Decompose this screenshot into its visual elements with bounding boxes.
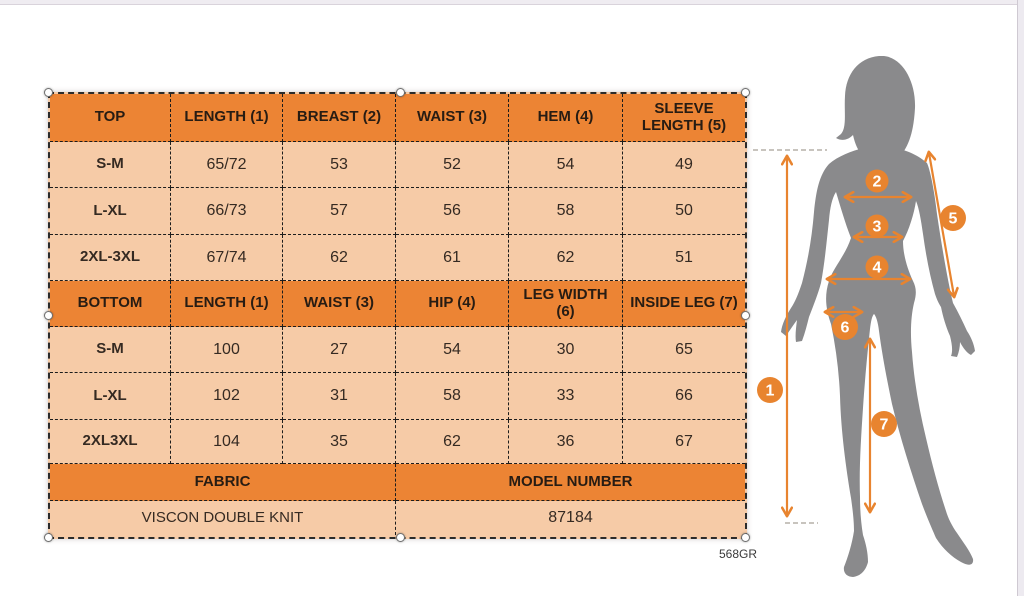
size-label: S-M (50, 142, 171, 188)
value-cell: 30 (509, 327, 623, 373)
header-length: LENGTH (1) (171, 94, 283, 142)
size-label: L-XL (50, 373, 171, 420)
value-cell: 102 (171, 373, 283, 420)
table-row (50, 373, 745, 420)
value-cell: 67/74 (171, 235, 283, 281)
size-label: 2XL3XL (50, 420, 171, 464)
value-cell: 65 (623, 327, 745, 373)
value-cell: 51 (623, 235, 745, 281)
value-cell: 62 (509, 235, 623, 281)
size-label: S-M (50, 327, 171, 373)
badge-2: 2 (872, 173, 882, 191)
badge-5: 5 (948, 210, 958, 228)
header-sleeve-length: SLEEVE LENGTH (5) (623, 94, 745, 142)
header-top: TOP (50, 94, 171, 142)
value-cell: 50 (623, 188, 745, 235)
header-hem: HEM (4) (509, 94, 623, 142)
value-cell: 104 (171, 420, 283, 464)
header-breast: BREAST (2) (283, 94, 396, 142)
badge-3: 3 (872, 218, 882, 236)
header-waist: WAIST (3) (396, 94, 509, 142)
value-cell: 61 (396, 235, 509, 281)
value-cell: 54 (396, 327, 509, 373)
value-cell: 35 (283, 420, 396, 464)
value-cell: 52 (396, 142, 509, 188)
value-cell: 49 (623, 142, 745, 188)
header-bottom: BOTTOM (50, 281, 171, 327)
header-fabric: FABRIC (50, 464, 396, 501)
header-leg-width: LEG WIDTH (6) (509, 281, 623, 327)
table-row (50, 464, 745, 501)
badge-4: 4 (872, 259, 882, 277)
badge-6: 6 (840, 319, 850, 337)
value-cell: 36 (509, 420, 623, 464)
value-cell: 67 (623, 420, 745, 464)
resize-handle-top-center[interactable] (396, 88, 405, 97)
table-row (50, 327, 745, 373)
table-row (50, 94, 745, 142)
value-cell: 58 (396, 373, 509, 420)
header-waist: WAIST (3) (283, 281, 396, 327)
header-model-number: MODEL NUMBER (396, 464, 745, 501)
fabric-value: VISCON DOUBLE KNIT (50, 501, 396, 535)
table-row (50, 281, 745, 327)
size-chart-table[interactable] (48, 92, 747, 539)
badge-1: 1 (765, 382, 775, 400)
value-cell: 56 (396, 188, 509, 235)
style-code: 568GR (718, 547, 757, 561)
value-cell: 33 (509, 373, 623, 420)
value-cell: 66/73 (171, 188, 283, 235)
measurement-figure (740, 30, 1024, 590)
value-cell: 57 (283, 188, 396, 235)
value-cell: 53 (283, 142, 396, 188)
value-cell: 62 (283, 235, 396, 281)
resize-handle-bottom-center[interactable] (396, 533, 405, 542)
table-row (50, 235, 745, 281)
header-inside-leg: INSIDE LEG (7) (623, 281, 745, 327)
size-label: 2XL-3XL (50, 235, 171, 281)
value-cell: 31 (283, 373, 396, 420)
size-label: L-XL (50, 188, 171, 235)
value-cell: 100 (171, 327, 283, 373)
value-cell: 66 (623, 373, 745, 420)
value-cell: 27 (283, 327, 396, 373)
resize-handle-bottom-left[interactable] (44, 533, 53, 542)
value-cell: 54 (509, 142, 623, 188)
resize-handle-mid-left[interactable] (44, 311, 53, 320)
resize-handle-top-left[interactable] (44, 88, 53, 97)
table-row (50, 501, 745, 535)
table-row (50, 420, 745, 464)
header-length: LENGTH (1) (171, 281, 283, 327)
value-cell: 62 (396, 420, 509, 464)
header-hip: HIP (4) (396, 281, 509, 327)
model-number-value: 87184 (396, 501, 745, 535)
table-row (50, 188, 745, 235)
value-cell: 65/72 (171, 142, 283, 188)
table-row (50, 142, 745, 188)
canvas-top-edge (0, 0, 1024, 5)
value-cell: 58 (509, 188, 623, 235)
badge-7: 7 (879, 416, 889, 434)
